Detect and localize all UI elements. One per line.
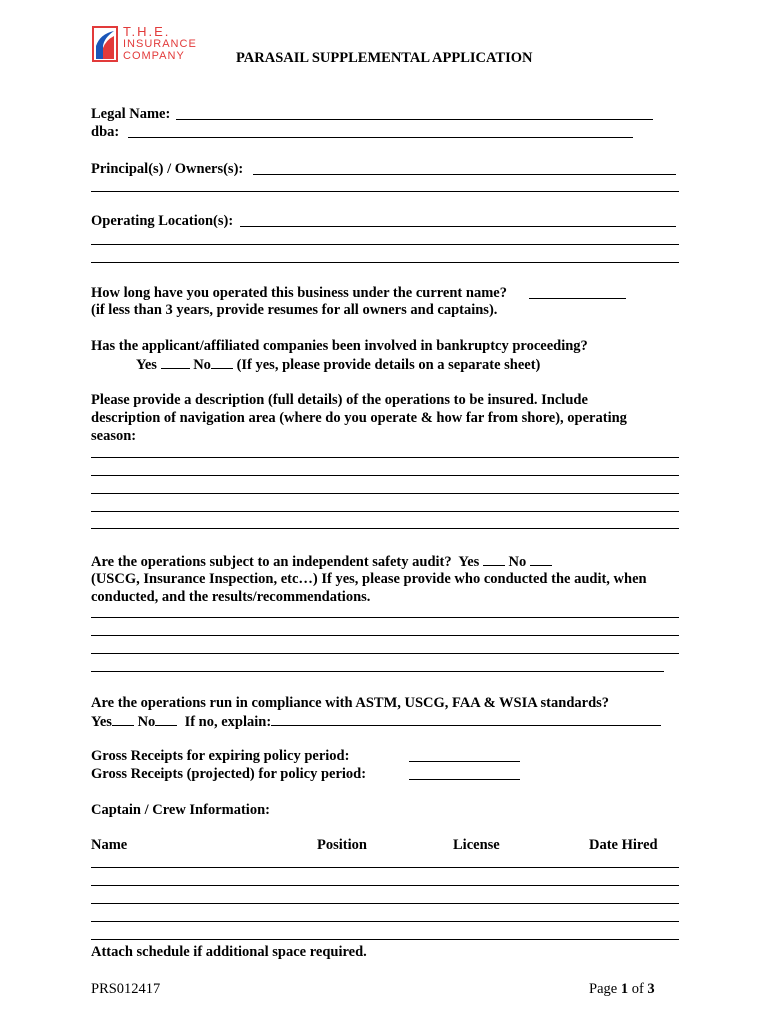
crew-heading: Captain / Crew Information: bbox=[91, 802, 270, 818]
how-long-note: (if less than 3 years, provide resumes for all owners and captains). bbox=[91, 302, 498, 318]
page-number bbox=[589, 980, 655, 998]
principals-label: Principal(s) / Owners(s): bbox=[91, 161, 244, 177]
logo-mark-icon bbox=[92, 26, 118, 62]
audit-question bbox=[91, 552, 552, 571]
compliance-question: Are the operations run in compliance with ASTM, USCG, FAA & WSIA standards? bbox=[91, 695, 610, 711]
description-field-line[interactable] bbox=[91, 475, 679, 476]
crew-col-license: License bbox=[453, 837, 500, 853]
compliance-no-label: No bbox=[137, 714, 156, 730]
crew-row-line[interactable] bbox=[91, 867, 679, 868]
crew-col-position: Position bbox=[317, 837, 367, 853]
description-line-2: description of navigation area (where do you operate & how far from shore), operating bbox=[91, 410, 627, 426]
dba-field[interactable] bbox=[128, 137, 633, 138]
description-line-3: season: bbox=[91, 428, 137, 444]
operating-location-field-line-3[interactable] bbox=[91, 262, 679, 263]
audit-no-label: No bbox=[508, 554, 527, 570]
audit-line-2: (USCG, Insurance Inspection, etc…) If yes, please provide who conducted the audit, when bbox=[91, 571, 647, 587]
crew-row-line[interactable] bbox=[91, 885, 679, 886]
how-long-field[interactable] bbox=[529, 298, 626, 299]
audit-no-field[interactable] bbox=[530, 552, 552, 566]
attach-note: Attach schedule if additional space required. bbox=[91, 944, 367, 960]
bankruptcy-note: (If yes, please provide details on a separate sheet) bbox=[236, 357, 541, 373]
logo-line-1: T.H.E. bbox=[123, 24, 171, 39]
principals-field[interactable] bbox=[253, 174, 676, 175]
operating-location-field-line-2[interactable] bbox=[91, 244, 679, 245]
form-code: PRS012417 bbox=[91, 981, 161, 997]
bankruptcy-answer bbox=[136, 355, 540, 374]
bankruptcy-question: Has the applicant/affiliated companies been involved in bankruptcy proceeding? bbox=[91, 338, 588, 354]
page-total: 3 bbox=[647, 981, 655, 997]
compliance-explain-field[interactable] bbox=[271, 712, 661, 726]
bankruptcy-yes-field[interactable] bbox=[161, 355, 190, 369]
page-title: PARASAIL SUPPLEMENTAL APPLICATION bbox=[236, 50, 533, 66]
crew-col-date-hired: Date Hired bbox=[589, 837, 658, 853]
legal-name-label: Legal Name: bbox=[91, 106, 171, 122]
compliance-no-field[interactable] bbox=[155, 712, 177, 726]
how-long-question bbox=[91, 284, 507, 302]
page-word: Page bbox=[589, 981, 618, 997]
company-logo bbox=[92, 26, 222, 66]
audit-field-line[interactable] bbox=[91, 653, 679, 654]
crew-row-line[interactable] bbox=[91, 939, 679, 940]
legal-name-field[interactable] bbox=[176, 119, 653, 120]
audit-yes-field[interactable] bbox=[483, 552, 505, 566]
dba-label: dba: bbox=[91, 124, 120, 140]
bankruptcy-yes-label: Yes bbox=[136, 357, 157, 373]
audit-field-line[interactable] bbox=[91, 635, 679, 636]
principals-field-line-2[interactable] bbox=[91, 191, 679, 192]
bankruptcy-no-field[interactable] bbox=[211, 355, 233, 369]
crew-col-name: Name bbox=[91, 837, 128, 853]
bankruptcy-no-label: No bbox=[193, 357, 211, 373]
description-field-line[interactable] bbox=[91, 457, 679, 458]
audit-question-text: Are the operations subject to an independent safety audit? bbox=[91, 554, 452, 570]
operating-location-label: Operating Location(s): bbox=[91, 213, 234, 229]
logo-line-3: COMPANY bbox=[123, 50, 185, 62]
receipts-projected-field[interactable] bbox=[409, 779, 520, 780]
operating-location-field[interactable] bbox=[240, 226, 676, 227]
audit-field-line[interactable] bbox=[91, 671, 664, 672]
logo-text bbox=[123, 26, 197, 62]
compliance-yes-field[interactable] bbox=[112, 712, 134, 726]
receipts-expiring-field[interactable] bbox=[409, 761, 520, 762]
compliance-answer bbox=[91, 712, 661, 731]
page-current: 1 bbox=[620, 981, 629, 997]
crew-row-line[interactable] bbox=[91, 903, 679, 904]
crew-row-line[interactable] bbox=[91, 921, 679, 922]
of-word: of bbox=[631, 981, 644, 997]
compliance-yes-label: Yes bbox=[91, 714, 112, 730]
how-long-text: How long have you operated this business under the current name? bbox=[91, 285, 507, 301]
description-field-line[interactable] bbox=[91, 528, 679, 529]
description-field-line[interactable] bbox=[91, 511, 679, 512]
audit-field-line[interactable] bbox=[91, 617, 679, 618]
audit-line-3: conducted, and the results/recommendations. bbox=[91, 589, 371, 605]
audit-yes-label: Yes bbox=[458, 554, 480, 570]
compliance-explain-label: If no, explain: bbox=[184, 714, 272, 730]
receipts-projected-label: Gross Receipts (projected) for policy period: bbox=[91, 766, 367, 782]
description-field-line[interactable] bbox=[91, 493, 679, 494]
logo-line-2: INSURANCE bbox=[123, 38, 197, 50]
receipts-expiring-label: Gross Receipts for expiring policy period: bbox=[91, 748, 350, 764]
description-line-1: Please provide a description (full details) of the operations to be insured. Include bbox=[91, 392, 588, 408]
